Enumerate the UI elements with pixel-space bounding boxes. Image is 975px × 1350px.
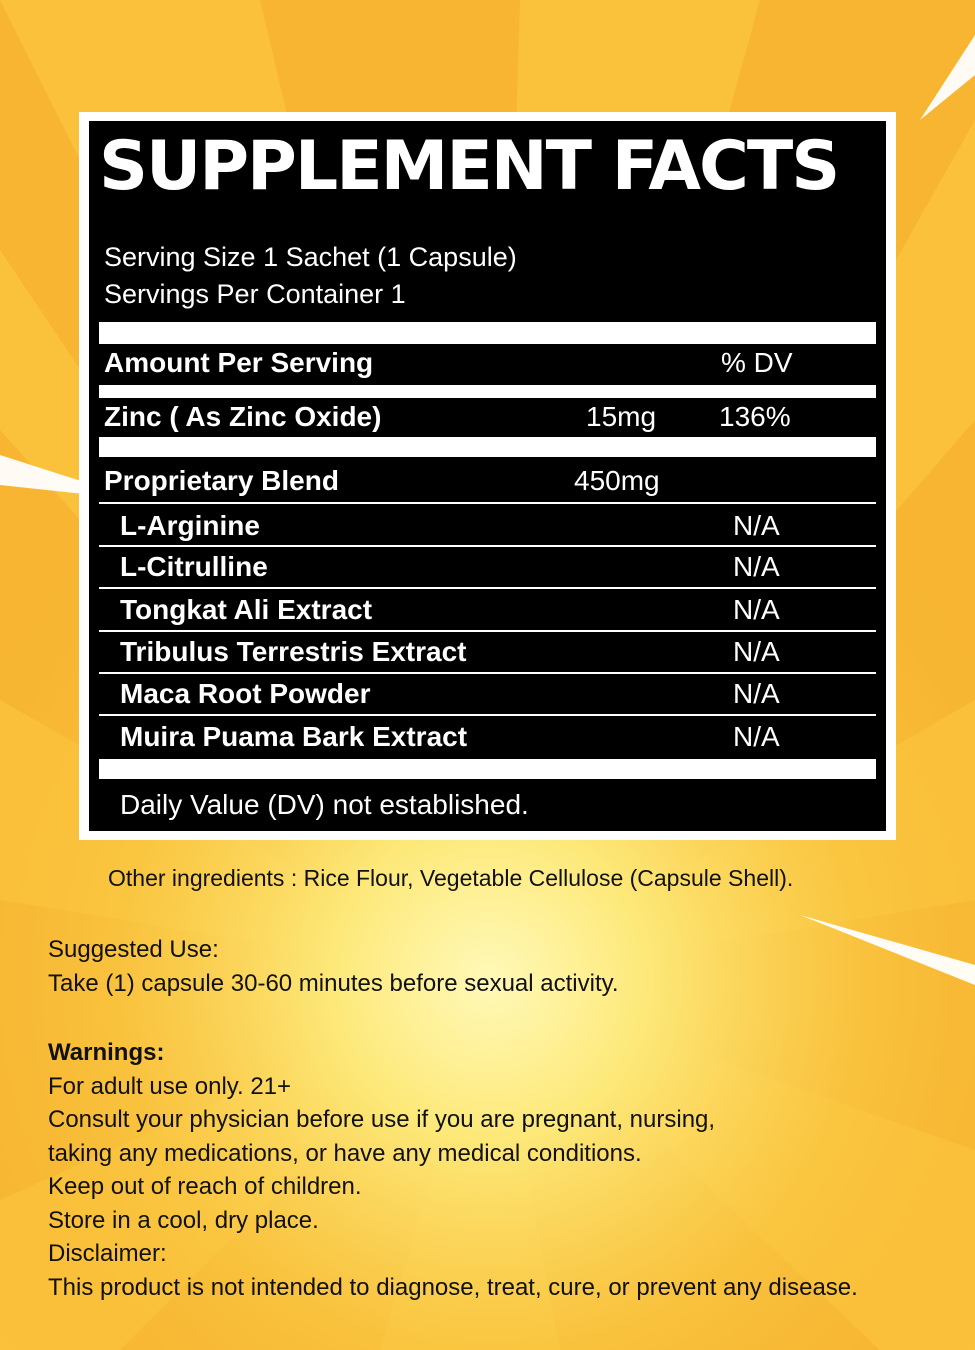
ingredient-name: L-Arginine [120, 510, 260, 541]
ingredient-name: Muira Puama Bark Extract [120, 721, 468, 752]
row-divider [99, 545, 876, 547]
warnings-section [48, 1036, 858, 1304]
disclaimer-text: This product is not intended to diagnose, treat, cure, or prevent any disease. [48, 1273, 858, 1301]
suggested-use-text: Take (1) capsule 30-60 minutes before sexual activity. [48, 969, 619, 997]
warning-line: Consult your physician before use if you are pregnant, nursing, [48, 1106, 716, 1133]
zinc-name: Zinc ( As Zinc Oxide) [104, 401, 382, 432]
suggested-use-heading: Suggested Use: [48, 936, 219, 963]
thick-divider [99, 759, 876, 779]
row-divider [99, 672, 876, 674]
other-ingredients: Other ingredients : Rice Flour, Vegetable Cellulose (Capsule Shell). [108, 865, 794, 891]
blend-name: Proprietary Blend [104, 465, 339, 496]
zinc-dv: 136% [719, 401, 791, 432]
ingredient-dv: N/A [733, 636, 780, 667]
row-divider [99, 714, 876, 716]
ingredient-dv: N/A [733, 510, 780, 541]
row-divider [99, 630, 876, 632]
dv-footnote: Daily Value (DV) not established. [120, 789, 529, 820]
dv-header: % DV [721, 347, 793, 378]
warning-line: taking any medications, or have any medical conditions. [48, 1139, 642, 1167]
blend-amount: 450mg [574, 465, 660, 496]
ingredient-name: Tongkat Ali Extract [120, 594, 373, 625]
panel-title: SUPPLEMENT FACTS [99, 127, 839, 206]
warning-line: Keep out of reach of children. [48, 1173, 362, 1200]
warnings-heading: Warnings: [48, 1039, 165, 1066]
row-divider [99, 502, 876, 504]
thick-divider [99, 437, 876, 457]
servings-per-container: Servings Per Container 1 [104, 279, 406, 309]
suggested-use-section [48, 933, 619, 1000]
medium-divider [99, 385, 876, 398]
ingredient-name: L-Citrulline [120, 551, 268, 582]
serving-size: Serving Size 1 Sachet (1 Capsule) [104, 242, 517, 272]
ingredient-name: Maca Root Powder [120, 678, 371, 709]
thick-divider [99, 322, 876, 344]
ingredient-dv: N/A [733, 721, 780, 752]
ingredient-name: Tribulus Terrestris Extract [120, 636, 467, 667]
ingredient-dv: N/A [733, 678, 780, 709]
ingredient-dv: N/A [733, 551, 780, 582]
ingredient-dv: N/A [733, 594, 780, 625]
warning-line: For adult use only. 21+ [48, 1072, 292, 1100]
zinc-amount: 15mg [586, 401, 657, 432]
amount-per-serving-label: Amount Per Serving [104, 347, 374, 378]
disclaimer-heading: Disclaimer: [48, 1240, 167, 1267]
supplement-facts-panel [89, 121, 886, 831]
row-divider [99, 587, 876, 589]
warning-line: Store in a cool, dry place. [48, 1206, 319, 1234]
